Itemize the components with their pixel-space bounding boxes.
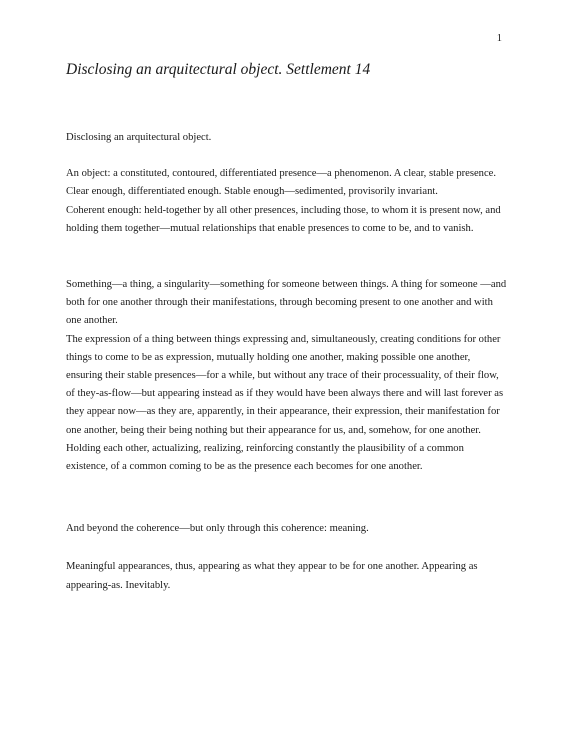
paragraph-object-definition: An object: a constituted, contoured, differentiated presence—a phenomenon. A clear, stable presence. <box>66 168 497 180</box>
document-title: Disclosing an arquitectural object. Settlement 14 <box>66 61 371 78</box>
paragraph-clear-enough: Clear enough, differentiated enough. Stable enough—sedimented, provisorily invariant. <box>66 186 438 198</box>
paragraph-spacer <box>66 538 508 558</box>
paragraph-coherent-enough: Coherent enough: held-together by all other presences, including those, to whom it is present now, and holding them together—mutual relationships that enable presences to come to be, and to vanish. <box>66 204 501 234</box>
paragraph-something: Something—a thing, a singularity—something for someone between things. A thing for someone —and both for one another through their manifestations, through becoming present to one another and with one another. <box>66 279 507 327</box>
paragraph-expression: The expression of a thing between things expressing and, simultaneously, creating conditions for other things to come to be as expression, mutually holding one another, making possible one another, ensuring their stable presences—for a while, but without any trace of their processuality, of their flow, of they-as-flow—but appearing instead as if they would have been always there and will last forever as they appear now—as they are, apparently, in their appearance, their expression, their manifestation for one another, being their being nothing but their appearance for us, and, somehow, for one another. Holding each other, actualizing, realizing, reinforcing constantly the plausibility of a common existence, of a common coming to be as the presence each becomes for one another. <box>66 333 504 473</box>
section-heading: Disclosing an arquitectural object. <box>66 132 212 143</box>
paragraph-spacer <box>66 238 508 276</box>
paragraph-meaning: And beyond the coherence—but only through this coherence: meaning. <box>66 523 369 535</box>
paragraph-meaningful-appearances: Meaningful appearances, thus, appearing as what they appear to be for one another. Appearing as appearing-as. Inevitably. <box>66 561 478 591</box>
paragraph-spacer <box>66 476 508 520</box>
page-number: 1 <box>496 33 502 44</box>
document-body <box>66 129 508 595</box>
